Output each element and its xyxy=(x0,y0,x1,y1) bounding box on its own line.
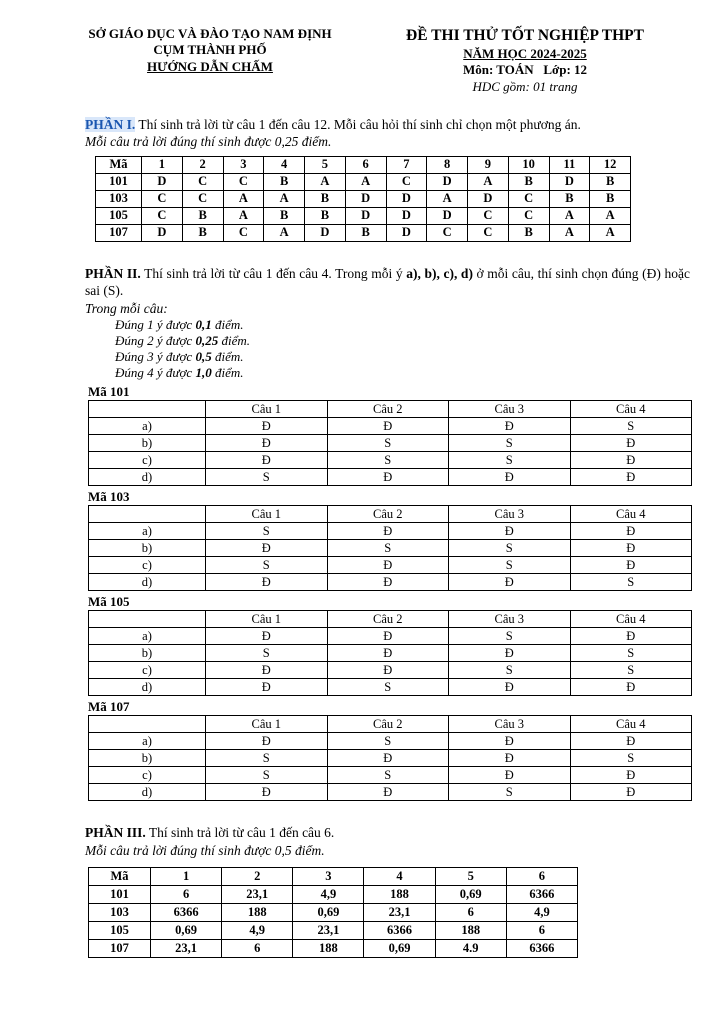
table-cell: Đ xyxy=(449,469,571,486)
table-row xyxy=(96,207,631,224)
column-header: Câu 4 xyxy=(570,716,692,733)
column-header: 8 xyxy=(427,156,468,173)
table-cell: Đ xyxy=(449,733,571,750)
table-cell: S xyxy=(570,418,692,435)
table-cell: D xyxy=(305,224,346,241)
table-cell: B xyxy=(305,207,346,224)
table-cell: A xyxy=(590,224,631,241)
table-cell: a) xyxy=(89,733,206,750)
table-cell: A xyxy=(427,190,468,207)
table-cell: Đ xyxy=(327,662,449,679)
table-cell: Đ xyxy=(206,662,328,679)
scoring-rule-4-value: 1,0 xyxy=(195,365,212,381)
table-cell: D xyxy=(345,190,386,207)
scoring-rule-2-pre: Đúng 2 ý được xyxy=(115,333,196,349)
table-cell: D xyxy=(142,224,183,241)
column-header: 6 xyxy=(506,867,577,885)
table-row xyxy=(89,540,692,557)
column-header: Câu 1 xyxy=(206,506,328,523)
table-row xyxy=(89,452,692,469)
table-cell: 6 xyxy=(222,939,293,957)
table-cell: S xyxy=(206,469,328,486)
table-cell: C xyxy=(386,173,427,190)
column-header: Câu 2 xyxy=(327,401,449,418)
header-row xyxy=(89,611,692,628)
column-header: 4 xyxy=(264,156,305,173)
table-cell: C xyxy=(142,190,183,207)
table-cell: S xyxy=(206,523,328,540)
issuing-authority-block xyxy=(60,26,360,96)
column-header: 10 xyxy=(508,156,549,173)
column-header: Mã xyxy=(89,867,151,885)
table-row xyxy=(89,939,578,957)
part2-note: Trong mỗi câu: xyxy=(85,300,168,316)
table-cell: S xyxy=(570,645,692,662)
column-header: Câu 3 xyxy=(449,401,571,418)
table-cell: Đ xyxy=(327,469,449,486)
part2-label: PHẦN II. xyxy=(85,265,141,281)
code-107-label: Mã 107 xyxy=(88,699,130,715)
table-cell: S xyxy=(570,662,692,679)
table-row xyxy=(89,628,692,645)
table-cell: a) xyxy=(89,523,206,540)
part3-intro-text: Thí sinh trả lời từ câu 1 đến câu 6. xyxy=(145,825,335,841)
scoring-rule-3 xyxy=(115,349,690,365)
column-header: 12 xyxy=(590,156,631,173)
scoring-rule-1-pre: Đúng 1 ý được xyxy=(115,317,196,333)
table-cell: D xyxy=(345,207,386,224)
table-cell: Đ xyxy=(327,523,449,540)
header-row xyxy=(89,716,692,733)
table-row xyxy=(89,523,692,540)
table-cell: Đ xyxy=(449,418,571,435)
column-header: Mã xyxy=(96,156,142,173)
table-cell: Đ xyxy=(206,452,328,469)
table-cell: Đ xyxy=(570,628,692,645)
table-cell: Đ xyxy=(206,435,328,452)
part2-intro-text-1: Thí sinh trả lời từ câu 1 đến câu 4. Trong mỗi ý xyxy=(140,265,407,281)
table-cell: c) xyxy=(89,767,206,784)
scoring-rule-1-post: điểm. xyxy=(211,317,244,333)
part1-note: Mỗi câu trả lời đúng thí sinh được 0,25 điểm. xyxy=(85,134,332,150)
table-cell: S xyxy=(327,540,449,557)
column-header: Câu 4 xyxy=(570,401,692,418)
table-cell: Đ xyxy=(449,645,571,662)
column-header: Câu 4 xyxy=(570,506,692,523)
table-cell: S xyxy=(449,540,571,557)
table-cell: d) xyxy=(89,679,206,696)
table-row xyxy=(96,190,631,207)
column-header: Câu 2 xyxy=(327,716,449,733)
table-cell: A xyxy=(549,207,590,224)
table-cell: b) xyxy=(89,750,206,767)
table-cell: 6 xyxy=(151,885,222,903)
table-cell: D xyxy=(142,173,183,190)
table-cell: Đ xyxy=(449,767,571,784)
table-row xyxy=(89,750,692,767)
table-cell: 23,1 xyxy=(151,939,222,957)
part3-answer-table xyxy=(88,867,578,958)
table-cell: S xyxy=(206,767,328,784)
column-header: 9 xyxy=(468,156,509,173)
table-cell: Đ xyxy=(570,767,692,784)
table-cell: Đ xyxy=(206,733,328,750)
table-cell: 6366 xyxy=(506,885,577,903)
table-cell: 101 xyxy=(96,173,142,190)
table-cell: Đ xyxy=(327,750,449,767)
table-cell: D xyxy=(386,207,427,224)
table-cell: S xyxy=(206,645,328,662)
table-cell: D xyxy=(386,190,427,207)
table-cell: 4,9 xyxy=(506,903,577,921)
table-cell: S xyxy=(449,662,571,679)
table-cell: S xyxy=(327,679,449,696)
column-header: Câu 1 xyxy=(206,611,328,628)
table-cell: 6 xyxy=(506,921,577,939)
column-header: 5 xyxy=(305,156,346,173)
table-cell: 4,9 xyxy=(222,921,293,939)
scoring-rule-4-pre: Đúng 4 ý được xyxy=(115,365,196,381)
table-cell: S xyxy=(327,733,449,750)
part1-intro xyxy=(85,116,690,134)
table-cell: C xyxy=(142,207,183,224)
part1-intro-text: Thí sinh trả lời từ câu 1 đến câu 12. Mỗi câu hỏi thí sinh chỉ chọn một phương án. xyxy=(135,116,581,132)
table-cell: Đ xyxy=(570,679,692,696)
table-cell: B xyxy=(508,224,549,241)
header-row xyxy=(89,506,692,523)
table-cell: b) xyxy=(89,435,206,452)
table-cell: S xyxy=(449,452,571,469)
school-year: NĂM HỌC 2024-2025 xyxy=(463,45,587,61)
table-cell: A xyxy=(223,190,264,207)
table-cell: Đ xyxy=(327,557,449,574)
table-cell: Đ xyxy=(570,435,692,452)
table-cell: c) xyxy=(89,557,206,574)
table-cell: B xyxy=(182,207,223,224)
table-cell: 6 xyxy=(435,903,506,921)
table-cell: A xyxy=(590,207,631,224)
part2-intro xyxy=(85,265,690,300)
table-row xyxy=(89,557,692,574)
table-cell: 103 xyxy=(96,190,142,207)
table-cell: S xyxy=(570,750,692,767)
table-cell: S xyxy=(449,557,571,574)
code-105-true-false-table xyxy=(88,610,692,696)
table-cell: C xyxy=(182,190,223,207)
table-cell: Đ xyxy=(327,784,449,801)
table-cell: Đ xyxy=(449,750,571,767)
table-cell: B xyxy=(590,190,631,207)
table-cell: C xyxy=(468,207,509,224)
column-header xyxy=(89,401,206,418)
table-cell: S xyxy=(206,557,328,574)
authority-line-3: HƯỚNG DẪN CHẤM xyxy=(147,58,273,74)
table-cell: 4,9 xyxy=(293,885,364,903)
table-cell: C xyxy=(508,207,549,224)
table-cell: A xyxy=(223,207,264,224)
table-cell: S xyxy=(206,750,328,767)
header-row xyxy=(96,156,631,173)
column-header: 11 xyxy=(549,156,590,173)
table-cell: B xyxy=(345,224,386,241)
column-header: 7 xyxy=(386,156,427,173)
table-cell: 188 xyxy=(293,939,364,957)
table-cell: d) xyxy=(89,469,206,486)
column-header: 1 xyxy=(142,156,183,173)
table-cell: Đ xyxy=(327,418,449,435)
table-cell: Đ xyxy=(570,469,692,486)
table-cell: D xyxy=(549,173,590,190)
table-cell: Đ xyxy=(449,523,571,540)
exam-title: ĐỀ THI THỬ TỐT NGHIỆP THPT xyxy=(406,27,644,44)
column-header: Câu 2 xyxy=(327,611,449,628)
table-row xyxy=(89,574,692,591)
scoring-rule-2 xyxy=(115,333,690,349)
table-cell: 107 xyxy=(89,939,151,957)
scoring-rule-4 xyxy=(115,365,690,381)
table-cell: 105 xyxy=(96,207,142,224)
part1-answer-table xyxy=(95,156,631,242)
table-cell: Đ xyxy=(570,784,692,801)
column-header: 4 xyxy=(364,867,435,885)
table-cell: A xyxy=(549,224,590,241)
column-header: 3 xyxy=(293,867,364,885)
table-cell: C xyxy=(223,224,264,241)
scoring-rule-4-post: điểm. xyxy=(211,365,244,381)
table-cell: A xyxy=(468,173,509,190)
table-cell: B xyxy=(182,224,223,241)
header-row xyxy=(89,867,578,885)
table-row xyxy=(89,885,578,903)
table-cell: B xyxy=(508,173,549,190)
table-cell: D xyxy=(468,190,509,207)
column-header: Câu 3 xyxy=(449,716,571,733)
code-101-label: Mã 101 xyxy=(88,384,130,400)
table-cell: b) xyxy=(89,645,206,662)
table-cell: Đ xyxy=(449,679,571,696)
table-cell: C xyxy=(427,224,468,241)
table-cell: A xyxy=(264,224,305,241)
column-header xyxy=(89,716,206,733)
column-header: 3 xyxy=(223,156,264,173)
page-count-note: HDC gồm: 01 trang xyxy=(472,79,578,95)
code-103-label: Mã 103 xyxy=(88,489,130,505)
column-header: Câu 3 xyxy=(449,611,571,628)
table-cell: C xyxy=(223,173,264,190)
column-header: Câu 3 xyxy=(449,506,571,523)
part3-note: Mỗi câu trả lời đúng thí sinh được 0,5 điểm. xyxy=(85,842,325,858)
column-header: 2 xyxy=(182,156,223,173)
table-cell: Đ xyxy=(327,628,449,645)
table-cell: Đ xyxy=(449,574,571,591)
authority-line-1: SỞ GIÁO DỤC VÀ ĐÀO TẠO NAM ĐỊNH xyxy=(88,26,332,41)
column-header: 1 xyxy=(151,867,222,885)
part1-label: PHẦN I. xyxy=(85,116,136,132)
authority-line-2: CỤM THÀNH PHỐ xyxy=(153,42,267,58)
table-row xyxy=(89,784,692,801)
table-cell: a) xyxy=(89,628,206,645)
table-cell: 107 xyxy=(96,224,142,241)
table-row xyxy=(89,903,578,921)
column-header: 6 xyxy=(345,156,386,173)
table-cell: D xyxy=(386,224,427,241)
scoring-rule-3-pre: Đúng 3 ý được xyxy=(115,349,196,365)
table-cell: Đ xyxy=(206,574,328,591)
code-103-true-false-table xyxy=(88,505,692,591)
table-cell: 0,69 xyxy=(293,903,364,921)
subject-grade: Môn: TOÁN Lớp: 12 xyxy=(462,62,588,78)
table-cell: 23,1 xyxy=(222,885,293,903)
scoring-rule-1-value: 0,1 xyxy=(195,317,212,333)
header-row xyxy=(89,401,692,418)
table-cell: Đ xyxy=(206,784,328,801)
table-cell: Đ xyxy=(327,574,449,591)
exam-title-block xyxy=(360,26,690,96)
table-cell: S xyxy=(327,435,449,452)
table-cell: 188 xyxy=(364,885,435,903)
table-cell: B xyxy=(590,173,631,190)
table-cell: Đ xyxy=(206,679,328,696)
table-cell: Đ xyxy=(570,452,692,469)
column-header xyxy=(89,506,206,523)
table-row xyxy=(89,435,692,452)
table-cell: S xyxy=(449,435,571,452)
scoring-rule-3-post: điểm. xyxy=(211,349,244,365)
table-row xyxy=(89,733,692,750)
table-cell: a) xyxy=(89,418,206,435)
table-row xyxy=(89,662,692,679)
table-cell: A xyxy=(345,173,386,190)
table-cell: Đ xyxy=(570,523,692,540)
document-header xyxy=(60,26,690,96)
column-header: Câu 4 xyxy=(570,611,692,628)
table-cell: d) xyxy=(89,784,206,801)
part2-intro-text-2: ở mỗi câu, thí sinh chọn đúng (Đ) hoặc sai (S). xyxy=(85,265,690,299)
code-101-true-false-table xyxy=(88,400,692,486)
table-cell: Đ xyxy=(206,418,328,435)
table-cell: S xyxy=(327,452,449,469)
scoring-rule-2-value: 0,25 xyxy=(195,333,219,349)
part2-intro-bold: a), b), c), d) xyxy=(406,265,473,281)
table-cell: Đ xyxy=(570,733,692,750)
table-cell: A xyxy=(305,173,346,190)
table-row xyxy=(89,645,692,662)
column-header: Câu 1 xyxy=(206,716,328,733)
table-cell: Đ xyxy=(327,645,449,662)
table-cell: D xyxy=(427,173,468,190)
table-cell: d) xyxy=(89,574,206,591)
table-row xyxy=(96,173,631,190)
table-row xyxy=(96,224,631,241)
code-107-true-false-table xyxy=(88,715,692,801)
table-cell: b) xyxy=(89,540,206,557)
table-cell: 188 xyxy=(222,903,293,921)
table-cell: S xyxy=(327,767,449,784)
table-row xyxy=(89,767,692,784)
table-cell: 4.9 xyxy=(435,939,506,957)
table-cell: S xyxy=(570,574,692,591)
table-cell: 103 xyxy=(89,903,151,921)
code-105-label: Mã 105 xyxy=(88,594,130,610)
table-cell: Đ xyxy=(570,557,692,574)
column-header: Câu 2 xyxy=(327,506,449,523)
table-cell: Đ xyxy=(206,540,328,557)
table-cell: B xyxy=(264,207,305,224)
table-row xyxy=(89,418,692,435)
table-cell: A xyxy=(264,190,305,207)
column-header: 2 xyxy=(222,867,293,885)
table-cell: S xyxy=(449,784,571,801)
column-header: 5 xyxy=(435,867,506,885)
table-row xyxy=(89,469,692,486)
table-cell: C xyxy=(468,224,509,241)
part3-label: PHẦN III. xyxy=(85,825,146,841)
column-header: Câu 1 xyxy=(206,401,328,418)
table-cell: Đ xyxy=(206,628,328,645)
table-cell: c) xyxy=(89,452,206,469)
table-cell: B xyxy=(549,190,590,207)
scoring-rule-2-post: điểm. xyxy=(218,333,250,349)
table-cell: 0,69 xyxy=(364,939,435,957)
table-row xyxy=(89,679,692,696)
table-cell: 6366 xyxy=(364,921,435,939)
table-cell: C xyxy=(508,190,549,207)
table-cell: 105 xyxy=(89,921,151,939)
table-cell: 188 xyxy=(435,921,506,939)
table-cell: B xyxy=(264,173,305,190)
scoring-rule-3-value: 0,5 xyxy=(195,349,212,365)
table-cell: C xyxy=(182,173,223,190)
table-cell: 101 xyxy=(89,885,151,903)
table-cell: 23,1 xyxy=(364,903,435,921)
scoring-rule-1 xyxy=(115,317,690,333)
table-cell: Đ xyxy=(570,540,692,557)
table-cell: B xyxy=(305,190,346,207)
table-row xyxy=(89,921,578,939)
table-cell: c) xyxy=(89,662,206,679)
table-cell: 6366 xyxy=(151,903,222,921)
part3-intro xyxy=(85,824,690,842)
table-cell: 23,1 xyxy=(293,921,364,939)
table-cell: 0,69 xyxy=(435,885,506,903)
table-cell: 6366 xyxy=(506,939,577,957)
table-cell: S xyxy=(449,628,571,645)
table-cell: 0,69 xyxy=(151,921,222,939)
table-cell: D xyxy=(427,207,468,224)
column-header xyxy=(89,611,206,628)
